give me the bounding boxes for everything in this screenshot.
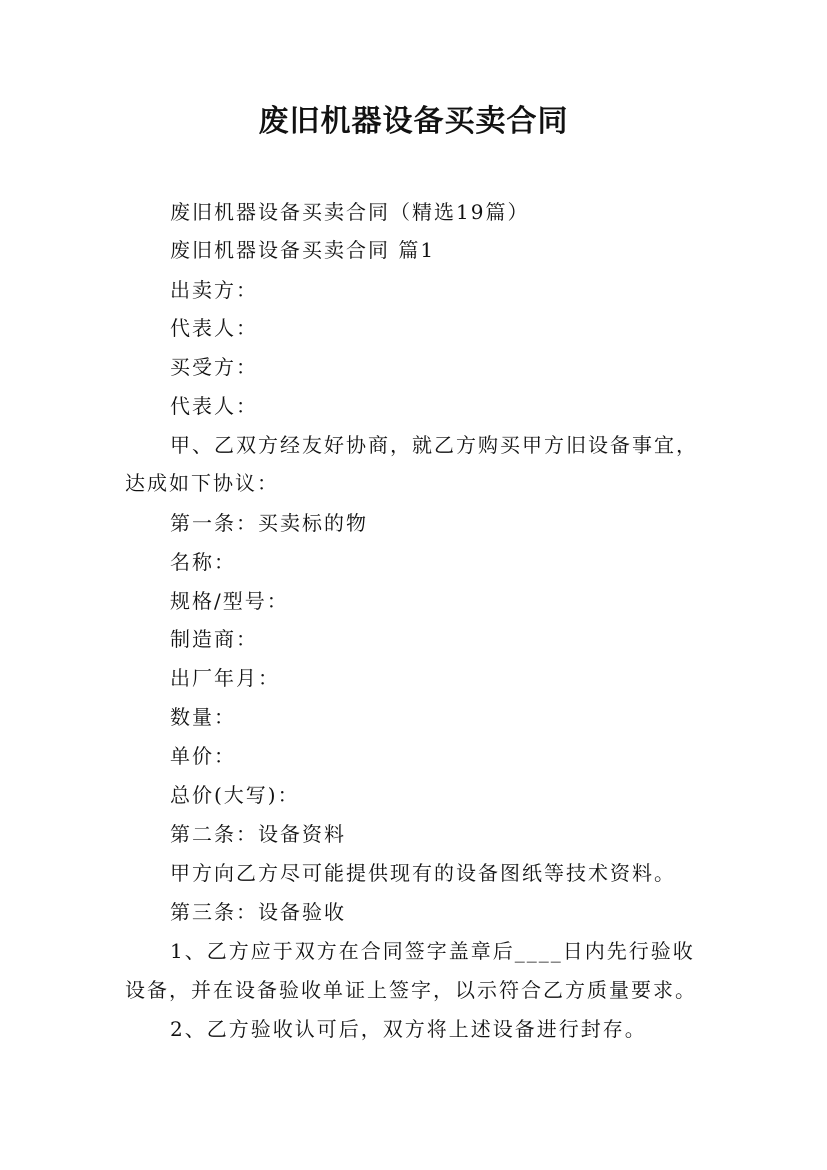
doc-line-total-price: 总价(大写)： [170,783,300,807]
doc-line-intro: 甲、乙双方经友好协商，就乙方购买甲方旧设备事宜， [170,433,698,457]
doc-line-seller: 出卖方： [170,278,258,302]
doc-line-manufacturer: 制造商： [170,627,258,651]
doc-line-clause-1: 1、乙方应于双方在合同签字盖章后____日内先行验收 [170,939,695,963]
doc-line-chapter: 废旧机器设备买卖合同 篇1 [170,238,436,262]
doc-line-subtitle: 废旧机器设备买卖合同（精选19篇） [170,200,530,224]
doc-line-intro-cont: 达成如下协议： [125,471,279,495]
doc-line-article-2: 第二条：设备资料 [170,822,346,846]
doc-line-article-1: 第一条：买卖标的物 [170,511,368,535]
doc-line-seller-rep: 代表人： [170,316,258,340]
doc-line-date: 出厂年月： [170,666,280,690]
doc-line-data-provision: 甲方向乙方尽可能提供现有的设备图纸等技术资料。 [170,861,676,885]
doc-line-name: 名称： [170,550,236,574]
doc-line-buyer-rep: 代表人： [170,394,258,418]
doc-line-clause-2: 2、乙方验收认可后，双方将上述设备进行封存。 [170,1017,647,1041]
doc-line-model: 规格/型号： [170,589,289,613]
doc-line-clause-1-cont: 设备，并在设备验收单证上签字，以示符合乙方质量要求。 [125,978,697,1002]
doc-line-article-3: 第三条：设备验收 [170,900,346,924]
document-title: 废旧机器设备买卖合同 [258,104,569,139]
doc-line-unit-price: 单价： [170,744,236,768]
doc-line-buyer: 买受方： [170,355,258,379]
doc-line-quantity: 数量： [170,705,236,729]
